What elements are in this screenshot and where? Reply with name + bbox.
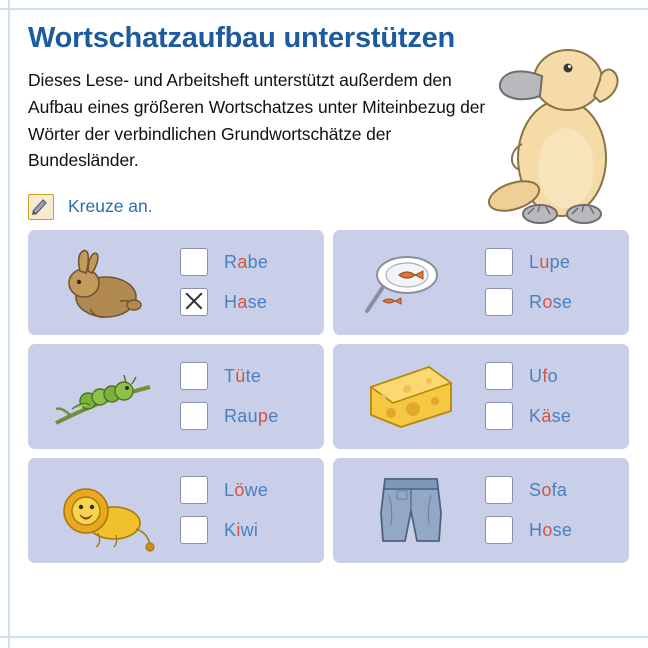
- option-list: [481, 362, 621, 430]
- exercise-card: [28, 344, 324, 449]
- option-row[interactable]: [180, 362, 316, 390]
- option-row[interactable]: [180, 288, 316, 316]
- option-label: Rose: [529, 291, 573, 312]
- rabbit-illustration: [36, 234, 176, 330]
- exercise-card: [28, 230, 324, 335]
- shorts-illustration: [341, 462, 481, 558]
- option-row[interactable]: [485, 248, 621, 276]
- caterpillar-illustration: [36, 348, 176, 444]
- option-row[interactable]: [485, 362, 621, 390]
- option-label: Käse: [529, 405, 572, 426]
- option-list: [481, 248, 621, 316]
- option-label: Raupe: [224, 405, 279, 426]
- checkbox[interactable]: [485, 516, 513, 544]
- option-list: [176, 248, 316, 316]
- page-border-left: [8, 0, 10, 648]
- option-label: Hase: [224, 291, 268, 312]
- option-row[interactable]: [180, 248, 316, 276]
- checkbox[interactable]: [180, 476, 208, 504]
- checkbox[interactable]: [485, 362, 513, 390]
- checkbox[interactable]: [485, 402, 513, 430]
- exercise-card: [333, 458, 629, 563]
- page-border-top: [0, 8, 648, 10]
- option-row[interactable]: [485, 402, 621, 430]
- cheese-illustration: [341, 348, 481, 444]
- checkbox[interactable]: [485, 288, 513, 316]
- option-row[interactable]: [485, 516, 621, 544]
- magnifier-illustration: [341, 234, 481, 330]
- exercise-card: [333, 230, 629, 335]
- option-list: [176, 362, 316, 430]
- option-row[interactable]: [180, 516, 316, 544]
- worksheet-content: [28, 22, 624, 563]
- checkbox[interactable]: [180, 402, 208, 430]
- option-label: Ufo: [529, 365, 558, 386]
- option-row[interactable]: [485, 288, 621, 316]
- instruction-row: [28, 194, 624, 220]
- option-list: [481, 476, 621, 544]
- option-row[interactable]: [180, 402, 316, 430]
- page-title: Wortschatzaufbau unterstützen: [28, 22, 456, 54]
- checkbox[interactable]: [180, 516, 208, 544]
- exercise-card: [28, 458, 324, 563]
- checkbox[interactable]: [180, 288, 208, 316]
- option-row[interactable]: [180, 476, 316, 504]
- exercise-grid: [28, 230, 624, 563]
- checkbox[interactable]: [485, 476, 513, 504]
- checkbox[interactable]: [180, 248, 208, 276]
- option-list: [176, 476, 316, 544]
- option-label: Rabe: [224, 251, 269, 272]
- option-label: Tüte: [224, 365, 262, 386]
- pencil-icon: [28, 194, 54, 220]
- option-label: Hose: [529, 519, 573, 540]
- page-border-bottom: [0, 636, 648, 638]
- option-row[interactable]: [485, 476, 621, 504]
- option-label: Kiwi: [224, 519, 259, 540]
- option-label: Sofa: [529, 479, 568, 500]
- checkbox[interactable]: [485, 248, 513, 276]
- option-label: Löwe: [224, 479, 269, 500]
- checkbox[interactable]: [180, 362, 208, 390]
- intro-paragraph: Dieses Lese- und Arbeitsheft unterstützt außerdem den Aufbau eines größeren Wortschatzes unter Miteinbezug der Wörter der verbindlichen Grundwortschätze der Bundesländer.: [28, 70, 486, 171]
- option-label: Lupe: [529, 251, 571, 272]
- exercise-card: [333, 344, 629, 449]
- instruction-text: Kreuze an.: [68, 196, 153, 217]
- lion-illustration: [36, 462, 176, 558]
